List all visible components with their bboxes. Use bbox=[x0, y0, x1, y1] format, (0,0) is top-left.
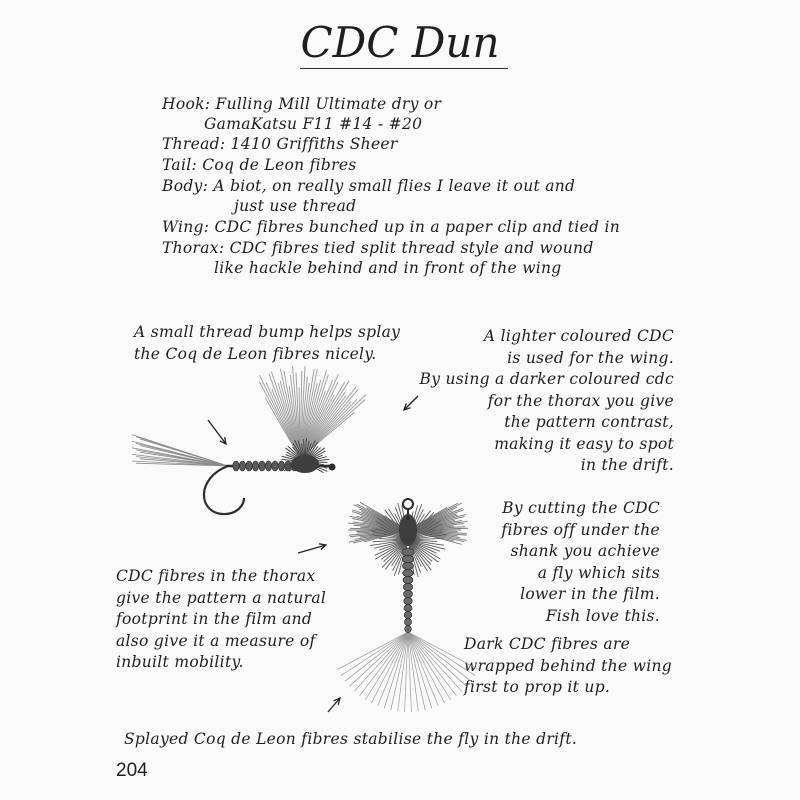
note-line: inbuilt mobility. bbox=[116, 653, 244, 671]
arrow-line bbox=[404, 396, 418, 410]
top-view-fly-illustration bbox=[337, 499, 478, 712]
note-line: fibres off under the bbox=[501, 520, 660, 539]
note-line: lower in the film. bbox=[520, 585, 660, 603]
recipe-hook-line-2: GamaKatsu F11 #14 - #20 bbox=[204, 115, 423, 133]
recipe-hook-line-1: Hook: Fulling Mill Ultimate dry or bbox=[162, 95, 442, 113]
note-line: in the drift. bbox=[580, 456, 674, 474]
body-segment bbox=[252, 461, 258, 471]
note-line: By using a darker coloured cdc bbox=[419, 370, 674, 388]
body-segment bbox=[403, 569, 414, 576]
tail-fibre bbox=[337, 632, 408, 670]
hook-eye bbox=[403, 499, 413, 509]
body-segment bbox=[272, 461, 278, 471]
note-line: is used for the wing. bbox=[507, 348, 674, 367]
arrow-line bbox=[208, 420, 226, 444]
tail-fibre bbox=[371, 632, 408, 703]
recipe-thorax-line-2: like hackle behind and in front of the wing bbox=[214, 259, 562, 277]
note-line: Dark CDC fibres are bbox=[464, 635, 631, 653]
body-segment bbox=[404, 611, 412, 618]
note-line: Splayed Coq de Leon fibres stabilise the fly in the drift. bbox=[124, 730, 578, 748]
note-line: CDC fibres in the thorax bbox=[116, 567, 316, 585]
note-line: footprint in the film and bbox=[116, 610, 313, 628]
recipe-wing: Wing: CDC fibres bunched up in a paper clip and tied in bbox=[162, 218, 621, 236]
recipe-body-line-1: Body: A biot, on really small flies I leave it out and bbox=[162, 177, 576, 195]
body-segment bbox=[402, 548, 414, 555]
recipe-thread: Thread: 1410 Griffiths Sheer bbox=[162, 135, 398, 153]
body-segment bbox=[403, 576, 413, 583]
tail-fibre bbox=[408, 632, 445, 703]
body-segment bbox=[278, 461, 284, 471]
note-line: the pattern contrast, bbox=[504, 413, 674, 431]
note-line: A small thread bump helps splay bbox=[134, 323, 401, 341]
body-segment bbox=[404, 590, 413, 597]
body-segment bbox=[403, 583, 413, 590]
page-number: 204 bbox=[116, 760, 148, 781]
tail-fibre bbox=[408, 632, 479, 670]
body-segment bbox=[404, 597, 413, 604]
note-line: the Coq de Leon fibres nicely. bbox=[134, 344, 377, 363]
body-segment bbox=[404, 604, 412, 611]
note-line: Fish love this. bbox=[545, 606, 660, 625]
note-line: shank you achieve bbox=[510, 542, 660, 560]
fly-head bbox=[329, 464, 336, 471]
note-line: give the pattern a natural bbox=[116, 588, 327, 607]
body-segment bbox=[265, 461, 271, 471]
recipe-body-line-2: just use thread bbox=[234, 197, 357, 215]
body-segment bbox=[246, 461, 252, 471]
note-line: making it easy to spot bbox=[494, 434, 674, 453]
note-line: wrapped behind the wing bbox=[464, 656, 672, 675]
body-segment bbox=[233, 461, 239, 471]
note-line: first to prop it up. bbox=[464, 678, 611, 696]
side-view-fly-illustration bbox=[132, 366, 366, 514]
body-segment bbox=[402, 555, 414, 562]
note-line: By cutting the CDC bbox=[502, 499, 660, 517]
body-segment bbox=[403, 562, 414, 569]
note-line: for the thorax you give bbox=[487, 391, 674, 410]
body-segment bbox=[405, 625, 412, 632]
body-segment bbox=[259, 461, 265, 471]
note-line: a fly which sits bbox=[537, 563, 660, 582]
body-segment bbox=[405, 618, 412, 625]
recipe-thorax-line-1: Thorax: CDC fibres tied split thread style and wound bbox=[162, 239, 594, 257]
tail-fibre bbox=[140, 446, 228, 466]
page-title: CDC Dun bbox=[300, 18, 500, 67]
body-segment bbox=[239, 461, 245, 471]
note-line: also give it a measure of bbox=[116, 631, 316, 650]
recipe-tail: Tail: Coq de Leon fibres bbox=[162, 156, 357, 174]
thorax-mass bbox=[291, 455, 319, 473]
note-line: A lighter coloured CDC bbox=[483, 327, 674, 345]
hook-bend bbox=[204, 466, 244, 514]
